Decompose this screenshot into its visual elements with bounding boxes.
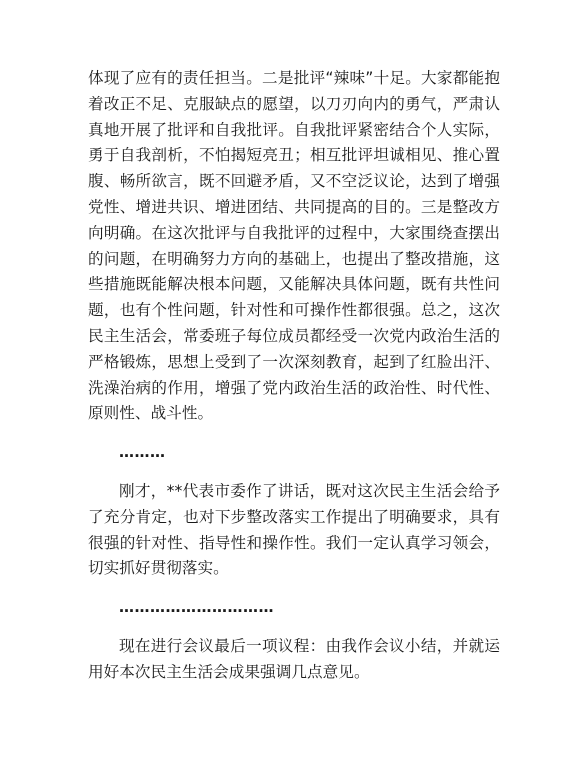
ellipsis-separator-2: …………………………: [119, 598, 274, 617]
paragraph-city-committee-remarks: 刚才，**代表市委作了讲话，既对这次民主生活会给予了充分肯定，也对下步整改落实工作提出了明确要求，具有很强的针对性、指导性和操作性。我们一定认真学习领会，切实抓好贯彻落实。: [88, 481, 500, 578]
spacer: [88, 466, 500, 479]
spacer: [88, 427, 500, 440]
spacer: [88, 582, 500, 595]
spacer: [88, 621, 500, 634]
document-body: [88, 66, 500, 686]
ellipsis-separator-1: ………: [119, 443, 166, 462]
paragraph-final-agenda: 现在进行会议最后一项议程：由我作会议小结，并就运用好本次民主生活会成果强调几点意见。: [88, 636, 500, 681]
paragraph-review-summary: 体现了应有的责任担当。二是批评“辣味”十足。大家都能抱着改正不足、克服缺点的愿望，以刀刃向内的勇气，严肃认真地开展了批评和自我批评。自我批评紧密结合个人实际，勇于自我剖析，不怕揭短亮丑；相互批评坦诚相见、推心置腹、畅所欲言，既不回避矛盾，又不空泛议论，达到了增强党性、增进共识、增进团结、共同提高的目的。三是整改方向明确。在这次批评与自我批评的过程中，大家围绕查摆出的问题，在明确努力方向的基础上，也提出了整改措施，这些措施既能解决根本问题，又能解决具体问题，既有共性问题，也有个性问题，针对性和可操作性都很强。总之，这次民主生活会，常委班子每位成员都经受一次党内政治生活的严格锻炼，思想上受到了一次深刻教育，起到了红脸出汗、洗澡治病的作用，增强了党内政治生活的政治性、时代性、原则性、战斗性。: [88, 69, 500, 423]
